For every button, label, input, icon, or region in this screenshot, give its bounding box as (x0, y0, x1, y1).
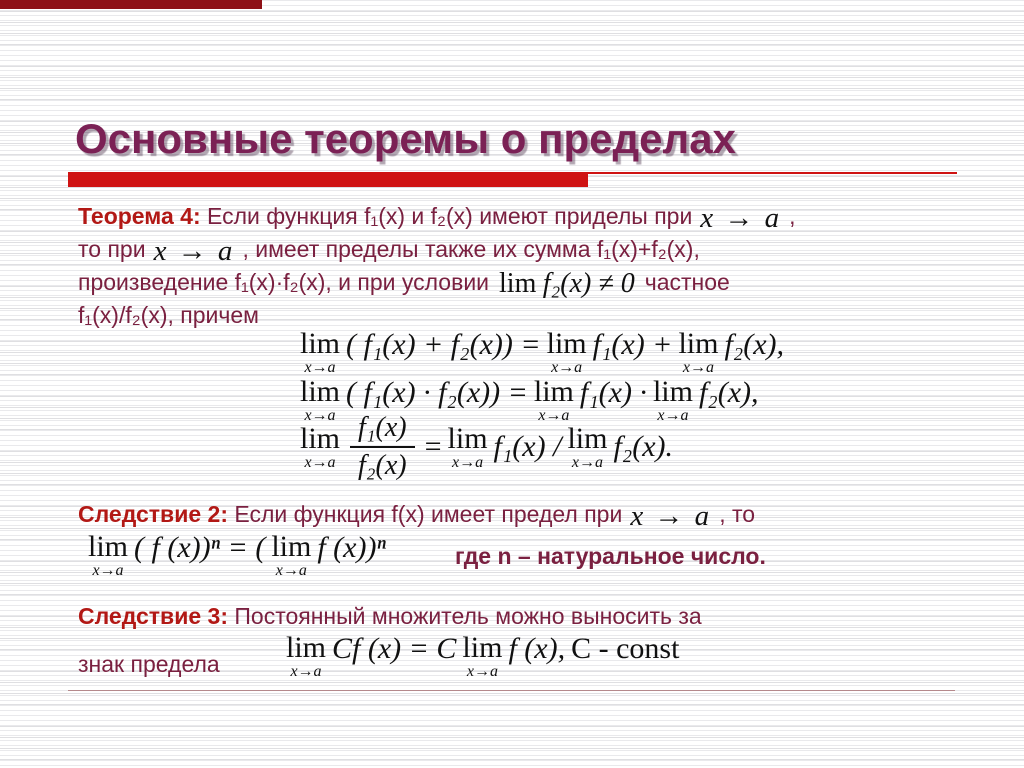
corollary2-note: где n – натуральное число. (455, 543, 766, 569)
corollary2-formula (88, 531, 386, 579)
theorem4-line3-tail: частное (644, 269, 730, 295)
lim-operator: lim x→a (300, 375, 341, 424)
formula-product-head: ( f₁(x) · f₂(x)) = (346, 376, 528, 409)
lim-operator: lim x→a (447, 422, 488, 471)
formula-sum-tail: f₂(x), (724, 328, 785, 361)
lim-operator: lim x→a (88, 530, 129, 579)
lim-operator: lim x→a (533, 375, 574, 424)
corollary3-text2: знак предела (78, 651, 220, 677)
formula-sum (300, 328, 784, 376)
formula-sum-mid: f₁(x) + (592, 328, 673, 361)
bottom-divider (68, 690, 955, 691)
theorem4-line2-pre: то при (78, 236, 146, 262)
theorem4-line2 (78, 233, 700, 266)
theorem4-line3-pre: произведение f₁(x)·f₂(x), и при условии (78, 269, 490, 295)
lim-operator: lim x→a (678, 327, 719, 376)
formula-quotient-tail: f₂(x). (613, 430, 674, 463)
lim-operator: lim x→a (300, 327, 341, 376)
theorem4-line1-tail: , (789, 203, 796, 229)
corollary3-formula-head: Cf (x) = C (332, 632, 457, 665)
theorem4-line4: f₁(x)/f₂(x), причем (78, 302, 259, 328)
theorem4-line2-tail: , имеет пределы также их сумма f₁(x)+f₂(x), (242, 236, 700, 262)
formula-product-tail: f₂(x), (698, 376, 759, 409)
formula-quotient-equals: = (424, 430, 442, 463)
lim-operator: lim x→a (652, 375, 693, 424)
corollary2-formula-head: ( f (x))ⁿ = ( (134, 531, 266, 564)
corollary2-math: x → a (630, 500, 712, 532)
corollary2-tail: , то (719, 501, 756, 527)
top-left-accent-bar (0, 0, 262, 9)
lim-operator: lim x→a (462, 631, 503, 680)
corollary3-formula (286, 632, 679, 680)
corollary3-text: Постоянный множитель можно выносить за (234, 603, 702, 629)
corollary2-label: Следствие 2: (78, 501, 228, 527)
theorem4-inline-math: f₂(x) ≠ 0 (542, 268, 635, 299)
formula-product-mid: f₁(x) · (579, 376, 647, 409)
theorem4-line2-math: x → a (153, 235, 235, 267)
lim-operator: lim x→a (286, 631, 327, 680)
corollary3-formula-suffix: C - const (571, 632, 680, 665)
theorem4-line1-text: Если функция f₁(x) и f₂(x) имеют приделы при (207, 203, 693, 229)
lim-operator: lim x→a (546, 327, 587, 376)
lim-operator: lim x→a (271, 530, 312, 579)
slide-title: Основные теоремы о пределах (75, 115, 736, 162)
formula-quotient (300, 411, 673, 483)
corollary2-formula-tail: f (x))ⁿ (317, 531, 386, 564)
title-underline-thick (68, 174, 588, 187)
theorem4-line1 (78, 200, 796, 233)
corollary3-line (78, 600, 702, 633)
fraction (350, 413, 415, 481)
formula-quotient-mid: f₁(x) / (493, 430, 562, 463)
theorem4-inline-lim: lim (499, 268, 537, 299)
theorem4-line3 (78, 266, 730, 299)
theorem4-line1-math: x → a (700, 202, 782, 234)
lim-operator: lim x→a (567, 422, 608, 471)
theorem4-label: Теорема 4: (78, 203, 201, 229)
lim-operator: lim x→a (300, 422, 341, 471)
corollary2-text: Если функция f(x) имеет предел при (234, 501, 623, 527)
corollary3-label: Следствие 3: (78, 603, 228, 629)
corollary3-formula-tail: f (x), (508, 632, 566, 665)
formula-sum-head: ( f₁(x) + f₂(x)) = (346, 328, 541, 361)
corollary2-line (78, 498, 755, 531)
fraction-numerator: f₁(x) (350, 413, 415, 448)
fraction-denominator: f₂(x) (358, 450, 407, 481)
